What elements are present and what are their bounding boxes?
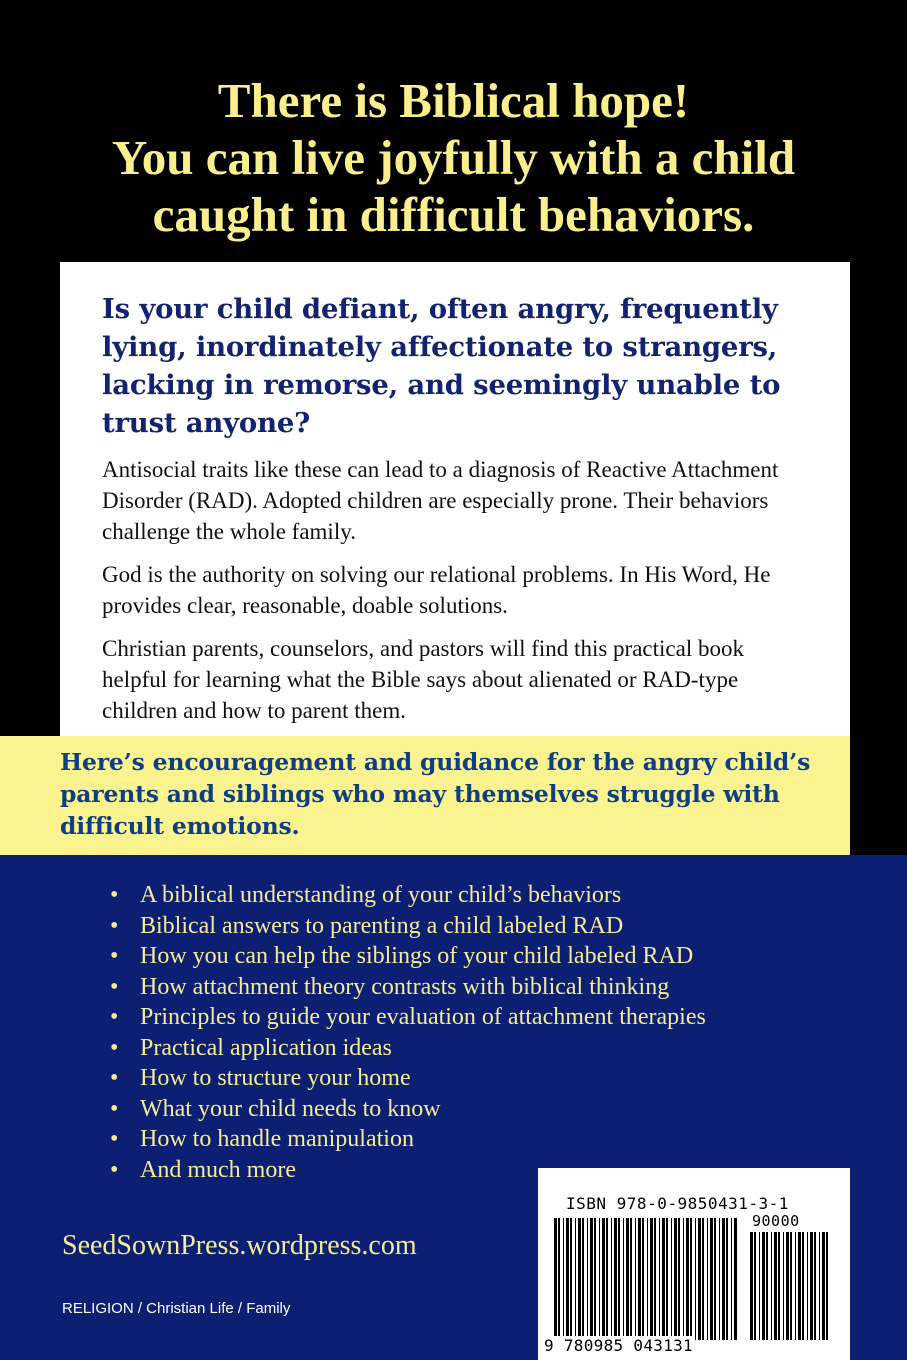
barcode-bar bbox=[650, 1218, 653, 1340]
barcode-bar bbox=[638, 1218, 641, 1340]
barcode-bar bbox=[686, 1218, 689, 1340]
list-item bbox=[110, 1033, 706, 1064]
bullet-icon: • bbox=[110, 943, 119, 969]
barcode-bar bbox=[671, 1218, 672, 1340]
list-item-text: How to structure your home bbox=[140, 1065, 411, 1091]
barcode-bar bbox=[695, 1218, 696, 1340]
barcode-bar bbox=[575, 1218, 576, 1340]
barcode-bar bbox=[762, 1232, 765, 1340]
barcode-bar bbox=[734, 1218, 737, 1340]
barcode-bar bbox=[807, 1232, 808, 1340]
barcode-bar bbox=[642, 1218, 644, 1340]
barcode-bar bbox=[566, 1218, 569, 1340]
barcode-bar bbox=[602, 1218, 605, 1340]
list-item-text: What your child needs to know bbox=[140, 1095, 441, 1122]
barcode-bar bbox=[635, 1218, 636, 1340]
encouragement-band bbox=[0, 736, 850, 855]
barcode-bar bbox=[822, 1232, 825, 1340]
publisher-website: SeedSownPress.wordpress.com bbox=[62, 1230, 417, 1261]
barcode-bar bbox=[786, 1232, 789, 1340]
barcode-bar bbox=[630, 1218, 632, 1340]
barcode-bar bbox=[683, 1218, 684, 1340]
headline bbox=[0, 72, 907, 243]
bullet-icon: • bbox=[110, 882, 119, 908]
barcode-bar bbox=[590, 1218, 593, 1340]
barcode-bar bbox=[678, 1218, 680, 1340]
barcode-bar bbox=[783, 1232, 784, 1340]
list-item bbox=[110, 941, 706, 972]
barcode-bar bbox=[814, 1232, 816, 1340]
isbn-label: ISBN 978-0-9850431-3-1 bbox=[566, 1194, 789, 1213]
barcode-bar bbox=[594, 1218, 596, 1340]
barcode-bar bbox=[750, 1232, 753, 1340]
list-item-text: How attachment theory contrasts with biblical thinking bbox=[140, 973, 670, 1000]
description-paragraph: Antisocial traits like these can lead to a diagnosis of Reactive Attachment Disorder (RAD). Adopted children are especially prone. Their behaviors challenge the whole family. bbox=[102, 457, 779, 544]
price-code: 90000 bbox=[752, 1212, 800, 1230]
barcode-bar bbox=[570, 1218, 572, 1340]
bullet-icon: • bbox=[110, 1095, 119, 1122]
list-item bbox=[110, 880, 706, 911]
barcode-bar bbox=[666, 1218, 668, 1340]
bullet-icon: • bbox=[110, 973, 119, 1000]
list-item-text: Biblical answers to parenting a child labeled RAD bbox=[140, 912, 624, 939]
barcode-bar bbox=[714, 1218, 716, 1340]
barcode-bar bbox=[558, 1218, 560, 1340]
barcode-bar bbox=[826, 1232, 828, 1340]
list-item-text: Practical application ideas bbox=[140, 1034, 392, 1061]
bullet-icon: • bbox=[110, 1126, 119, 1152]
barcode-bar bbox=[647, 1218, 648, 1340]
barcode-bar bbox=[614, 1218, 617, 1340]
barcode-bar bbox=[778, 1232, 780, 1340]
barcode-bar bbox=[710, 1218, 713, 1340]
bullet-icon: • bbox=[110, 1034, 119, 1061]
barcode-bar bbox=[731, 1218, 732, 1340]
barcode-bar bbox=[654, 1218, 656, 1340]
barcode-bar bbox=[754, 1232, 756, 1340]
barcode-bar bbox=[626, 1218, 629, 1340]
barcode-bar bbox=[618, 1218, 620, 1340]
benefits-list bbox=[110, 880, 706, 1185]
barcode-bar bbox=[810, 1232, 813, 1340]
barcode-bar bbox=[690, 1218, 692, 1340]
description-paragraph: God is the authority on solving our relational problems. In His Word, He provides clear, reasonable, doable solutions. bbox=[102, 562, 771, 618]
barcode-bar bbox=[659, 1218, 660, 1340]
headline-line: caught in difficult behaviors. bbox=[152, 187, 755, 242]
barcode-bar bbox=[563, 1218, 564, 1340]
barcode-box bbox=[538, 1168, 850, 1360]
list-item bbox=[110, 911, 706, 942]
barcode-bar bbox=[662, 1218, 665, 1340]
barcode-bar bbox=[599, 1218, 600, 1340]
barcode-bar bbox=[702, 1218, 704, 1340]
category-label: RELIGION / Christian Life / Family bbox=[62, 1300, 291, 1317]
barcode-bar bbox=[726, 1218, 728, 1340]
list-item bbox=[110, 972, 706, 1003]
barcode-bar bbox=[719, 1218, 720, 1340]
barcode-bar bbox=[819, 1232, 820, 1340]
list-item bbox=[110, 1063, 706, 1094]
question-heading: Is your child defiant, often angry, frequently lying, inordinately affectionate to strangers, lacking in remorse, and seemingly unable to trust anyone? bbox=[102, 293, 781, 439]
barcode-bar bbox=[771, 1232, 772, 1340]
barcode-bar bbox=[766, 1232, 768, 1340]
barcode-bar bbox=[759, 1232, 760, 1340]
barcode-bar bbox=[578, 1218, 581, 1340]
bullet-icon: • bbox=[110, 1004, 119, 1030]
barcode-bar bbox=[606, 1218, 608, 1340]
list-item-text: How you can help the siblings of your child labeled RAD bbox=[140, 943, 694, 969]
list-item bbox=[110, 1124, 706, 1155]
barcode-bar bbox=[774, 1232, 777, 1340]
list-item-text: A biblical understanding of your child’s behaviors bbox=[140, 882, 622, 908]
bullet-icon: • bbox=[110, 1065, 119, 1091]
barcode-bar bbox=[698, 1218, 701, 1340]
list-item-text: And much more bbox=[140, 1156, 296, 1183]
barcode-bar bbox=[587, 1218, 588, 1340]
barcode-bar bbox=[722, 1218, 725, 1340]
description-paragraph: Christian parents, counselors, and pastors will find this practical book helpful for learning what the Bible says about alienated or RAD-type children and how to parent them. bbox=[102, 636, 744, 723]
list-item bbox=[110, 1094, 706, 1125]
bullet-icon: • bbox=[110, 912, 119, 939]
barcode-bar bbox=[707, 1218, 708, 1340]
headline-line: There is Biblical hope! bbox=[217, 73, 690, 128]
description-panel bbox=[60, 262, 850, 736]
list-item-text: How to handle manipulation bbox=[140, 1126, 414, 1152]
list-item bbox=[110, 1002, 706, 1033]
bullet-icon: • bbox=[110, 1156, 119, 1183]
headline-line: You can live joyfully with a child bbox=[111, 130, 796, 185]
barcode-bar bbox=[802, 1232, 804, 1340]
barcode-bar bbox=[798, 1232, 801, 1340]
barcode-bar bbox=[790, 1232, 792, 1340]
barcode-bar bbox=[795, 1232, 796, 1340]
barcode-bar bbox=[611, 1218, 612, 1340]
barcode-number: 9 780985 043131 bbox=[544, 1336, 693, 1355]
encouragement-text: Here’s encouragement and guidance for the angry child’s parents and siblings who may themselves struggle with difficult emotions. bbox=[60, 748, 811, 840]
barcode-bar bbox=[554, 1218, 557, 1340]
barcode-bar bbox=[623, 1218, 624, 1340]
barcode-bar bbox=[674, 1218, 677, 1340]
barcode-bar bbox=[582, 1218, 584, 1340]
list-item-text: Principles to guide your evaluation of attachment therapies bbox=[140, 1004, 706, 1030]
